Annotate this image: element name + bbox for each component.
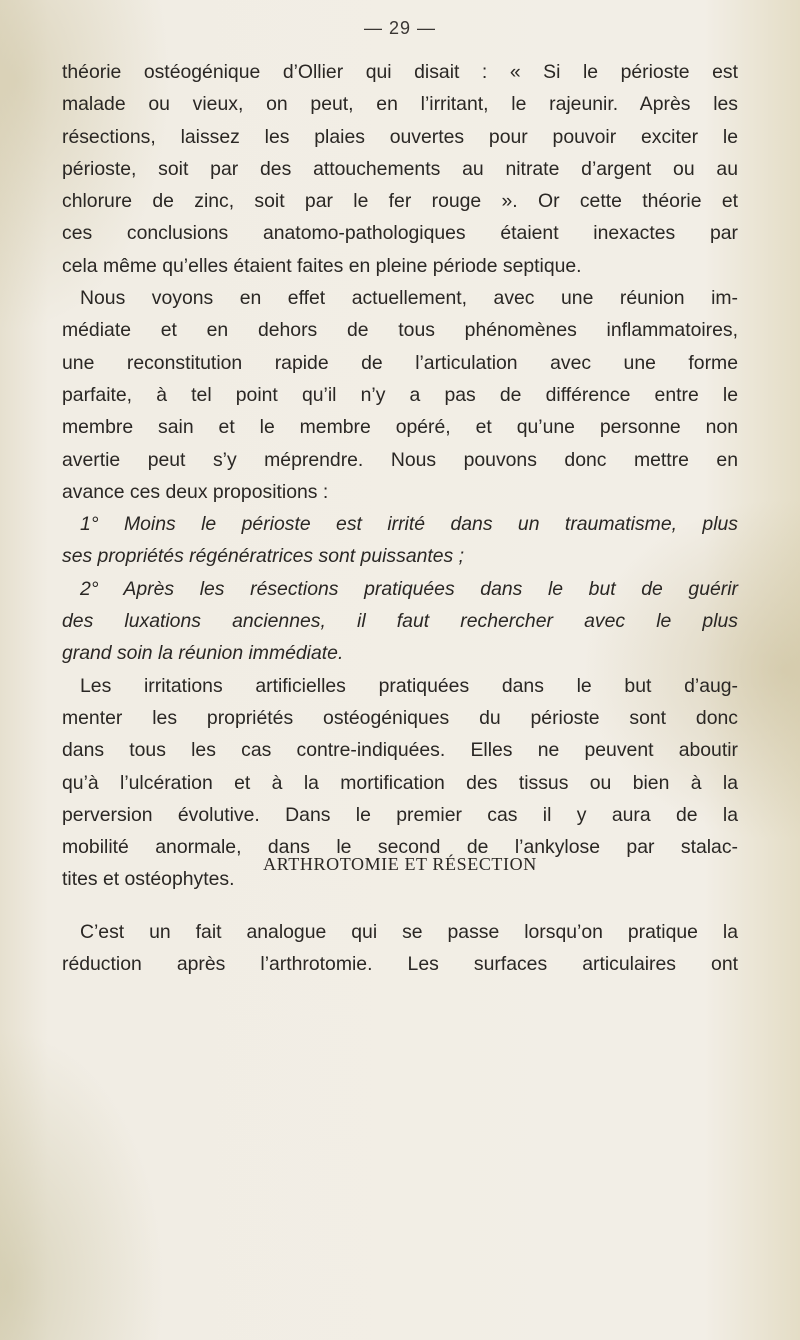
- text-line: résections, laissez les plaies ouvertes pour pouvoir exciter le: [62, 125, 738, 148]
- text-line: réduction après l’arthrotomie. Les surfaces articulaires ont: [62, 953, 738, 976]
- text-line: qu’à l’ulcération et à la mortification des tissus ou bien à la: [62, 771, 738, 794]
- text-line: ces conclusions anatomo-pathologiques étaient inexactes par: [62, 222, 738, 245]
- text-line: menter les propriétés ostéogéniques du périoste sont donc: [62, 706, 738, 729]
- body-text: [62, 56, 738, 896]
- text-line: une reconstitution rapide de l’articulation avec une forme: [62, 351, 738, 374]
- text-line: périoste, soit par des attouchements au nitrate d’argent ou au: [62, 157, 738, 180]
- text-line: des luxations anciennes, il faut rechercher avec le plus: [62, 610, 738, 633]
- text-line: 2° Après les résections pratiquées dans le but de guérir: [80, 577, 738, 600]
- text-line: 1° Moins le périoste est irrité dans un traumatisme, plus: [80, 513, 738, 536]
- text-line: parfaite, à tel point qu’il n’y a pas de différence entre le: [62, 383, 738, 406]
- section-heading: ARTHROTOMIE ET RÉSECTION: [263, 854, 537, 874]
- text-line: perversion évolutive. Dans le premier cas il y aura de la: [62, 803, 738, 826]
- text-line: avertie peut s’y méprendre. Nous pouvons donc mettre en: [62, 448, 738, 471]
- text-line: médiate et en dehors de tous phénomènes inflammatoires,: [62, 319, 738, 342]
- text-line: avance ces deux propositions :: [62, 480, 329, 503]
- text-line: dans tous les cas contre-indiquées. Elles ne peuvent aboutir: [62, 739, 738, 762]
- text-line: Nous voyons en effet actuellement, avec une réunion im-: [80, 287, 738, 310]
- text-line: membre sain et le membre opéré, et qu’une personne non: [62, 416, 738, 439]
- section-text: [62, 916, 738, 981]
- text-line: cela même qu’elles étaient faites en pleine période septique.: [62, 254, 582, 277]
- text-line: tites et ostéophytes.: [62, 868, 235, 891]
- text-line: grand soin la réunion immédiate.: [62, 642, 344, 665]
- text-line: chlorure de zinc, soit par le fer rouge ». Or cette théorie et: [62, 190, 738, 213]
- text-line: ses propriétés régénératrices sont puissantes ;: [62, 545, 465, 568]
- text-line: théorie ostéogénique d’Ollier qui disait : « Si le périoste est: [62, 61, 738, 83]
- page-number: — 29 —: [363, 18, 437, 38]
- text-line: Les irritations artificielles pratiquées dans le but d’aug-: [80, 674, 738, 697]
- text-line: malade ou vieux, on peut, en l’irritant, le rajeunir. Après les: [62, 93, 738, 116]
- text-line: mobilité anormale, dans le second de l’ankylose par stalac-: [62, 836, 738, 859]
- text-line: C’est un fait analogue qui se passe lorsqu’on pratique la: [80, 921, 738, 943]
